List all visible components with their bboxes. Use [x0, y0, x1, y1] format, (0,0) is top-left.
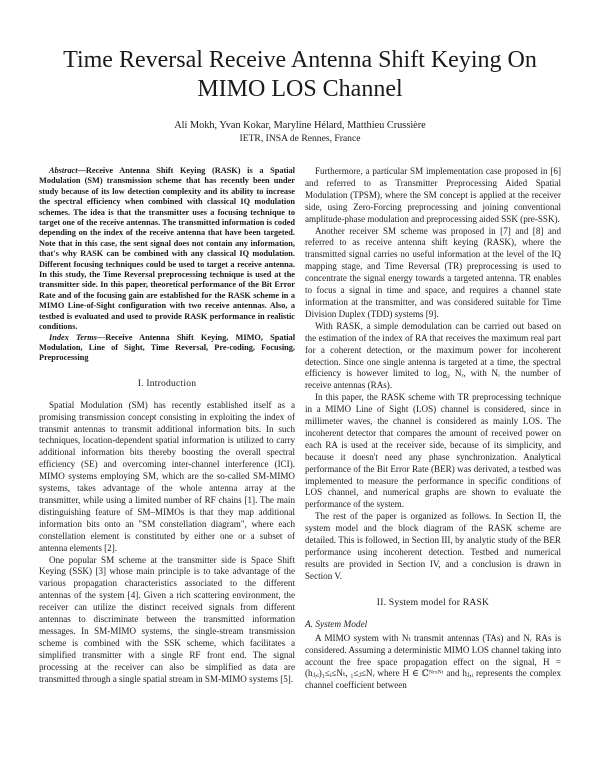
right-column — [305, 166, 561, 692]
index-terms — [39, 333, 295, 364]
intro-paragraph-6: In this paper, the RASK scheme with TR preprocessing technique in a MIMO Line of Sight (LOS) channel is considered, since in millimeter waves, the channel is considered as mainly LOS. The incoherent detector that compares the amount of received power on each RA is used at the receiver side, because of its simplicity, and because it doesn't need any phase synchronization. Analytical performance of the Bit Error Rate (BER) was derivated, a testbed was implemented to measure the performance in specific conditions of LOS channel, and numerical graphs are shown to evaluate the performance of the system. — [305, 392, 561, 510]
paper-title: Time Reversal Receive Antenna Shift Keying On MIMO LOS Channel — [63, 47, 537, 102]
intro-paragraph-2: One popular SM scheme at the transmitter side is Space Shift Keying (SSK) [3] whose main principle is to take advantage of the various propagation characteristics associated to the different antennas of the system [4]. Given a rich scattering environment, the receiver can utilize the distinct received signals from different antennas to discriminate between the transmitted information messages. In SM-MIMO systems, the single-stream transmission scheme is combined with the SSK scheme, which facilitates a simplified transmitter with a single RF front end. The signal processing at the receiver can also be simplified as data are transmitted through a single spatial stream in SM-MIMO systems [5]. — [39, 554, 295, 684]
index-terms-lead: Index Terms— — [49, 332, 106, 342]
abstract-lead: Abstract— — [49, 166, 86, 175]
index-terms-text: Receive Antenna Shift Keying, MIMO, Spatial Modulation, Line of Sight, Time Reversal, Pre-coding, Focusing, Preprocessing — [39, 332, 296, 363]
intro-paragraph-7: The rest of the paper is organized as follows. In Section II, the system model and the block diagram of the RASK scheme are detailed. This is followed, in Section III, by analytic study of the BER performance using incoherent detection. Testbed and numerical results are provided in Section IV, and a conclusion is drawn in Section V. — [305, 511, 561, 581]
intro-paragraph-1: Spatial Modulation (SM) has recently established itself as a promising transmission concept consisting in exploiting the index of transmit antennas to transmit additional information bits. In such techniques, location-dependent spatial information is utilized to carry additional information bits thereby boosting the overall spectral efficiency (SE) and overcoming inter-channel interference (ICI). MIMO systems employing SM, which are the so-called SM-MIMO systems, takes advantage of the whole antenna array at the transmitter, while using a limited number of RF chains [1]. The main distinguishing feature of SM–MIMOs is that they map additional information bits onto an "SM constellation diagram", where each constellation element is constituted by either one or a subset of antenna elements [2]. — [39, 399, 295, 553]
section-heading-introduction: I. Introduction — [137, 377, 197, 389]
author-list: Ali Mokh, Yvan Kokar, Maryline Hélard, Matthieu Crussière — [174, 120, 426, 131]
affiliation: IETR, INSA de Rennes, France — [239, 133, 361, 144]
abstract-text: Receive Antenna Shift Keying (RASK) is a Spatial Modulation (SM) transmission scheme that has recently been under study because of its low detection complexity and its ability to increase the spectral efficiency when combined with classical IQ modulation schemes. The idea is that the transmitter uses a focusing technique to target one of the receive antennas. The transmitted information is coded depending on the index of the receive antenna that have been targeted. Note that in this case, the sent signal does not contain any information, that's why RASK can be combined with any classical IQ modulation. Different focusing techniques could be used to target a receive antenna. In this study, the Time Reversal preprocessing technique is used at the transmitter side. In this paper, theoretical performance of the Bit Error Rate and of the focusing gain are established for the RASK scheme in a MIMO Line-of-Sight configuration with two receive antennas. Also, a testbed is evaluated and used to provide RASK performance in realistic conditions. — [39, 166, 295, 332]
section-heading-system-model: II. System model for RASK — [376, 596, 490, 608]
system-model-paragraph: A MIMO system with Nₜ transmit antennas (TAs) and Nᵣ RAs is considered. Assuming a deterministic MIMO LOS channel taking into account the free space propagation effect on the signal, H = (hⱼ,ᵢ)₁≤ᵢ≤Nₜ, ₁≤ⱼ≤Nᵣ where H ∈ ℂᴺʳˣᴺᵗ and hⱼ,ᵢ represents the complex channel coefficient between — [305, 632, 561, 691]
abstract — [39, 166, 295, 333]
intro-paragraph-5: With RASK, a simple demodulation can be carried out based on the estimation of the index of RA that receives the maximum real part for a coherent detection, or the maximum power for incoherent detection. Since one single antenna is targeted at a time, the spectral efficiency is however limited to log₂ Nᵣ, with Nᵣ the number of receive antennas (RAs). — [305, 320, 561, 391]
intro-paragraph-4: Another receiver SM scheme was proposed in [7] and [8] and referred to as receive antenna shift keying (RASK), where the transmitted signal carries no useful information at the level of the IQ mapping stage, and Time Reversal (TR) preprocessing is used to concentrate the signal energy towards a targeted antenna. TR enables to focus a signal in time and space, and requires a channel state information at the transmitter, and was considered suitable for Time Division Duplex (TDD) systems [9]. — [305, 225, 561, 319]
intro-paragraph-3: Furthermore, a particular SM implementation case proposed in [6] and referred to as Transmitter Preprocessing Aided Spatial Modulation (TPSM), where the SM concept is applied at the receiver side, using Zero-Forcing preprocessing and joining conventional amplitude-phase modulation and preprocessing aided SSK (pre-SSK). — [305, 166, 561, 224]
subsection-heading-system-model: A. System Model — [305, 619, 368, 630]
left-column — [39, 166, 295, 685]
